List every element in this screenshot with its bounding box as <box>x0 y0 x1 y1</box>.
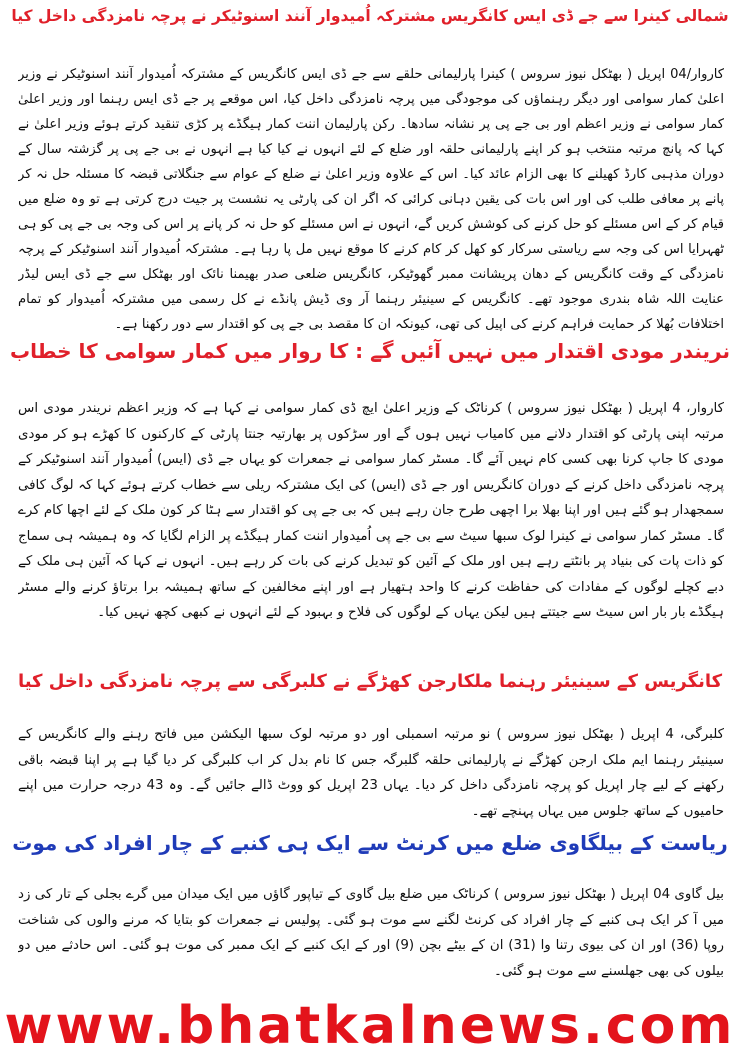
article-4-headline: ریاست کے بیلگاوی ضلع میں کرنٹ سے ایک ہی کنبے کے چار افراد کی موت <box>12 831 728 855</box>
article-3-body: کلبرگی، 4 اپریل ( بھٹکل نیوز سروس ) نو مرتبہ اسمبلی اور دو مرتبہ لوک سبھا الیکشن میں فاتح رہنے والے کانگریس کے سینیئر رہنما ایم ملک ارجن کھڑگے نے پارلیمانی حلقہ گلبرگہ جس کا نام بدل کر اب کلبرگی کر دیا گیا ہے پر اپنا قبضہ باقی رکھنے کے لیے چار اپریل کو پرچہ نامزدگی داخل کر دیا۔ یہاں 23 اپریل کو ووٹ ڈالے جائیں گے۔ وہ 43 درجہ حرارت میں اپنے حامیوں کے ساتھ جلوس میں یہاں پہنچے تھے۔ <box>18 727 724 819</box>
article-1-headline: شمالی کینرا سے جے ڈی ایس کانگریس مشترکہ اُمیدوار آنند اسنوٹیکر نے پرچہ نامزدگی داخل کیا <box>11 7 729 25</box>
article-4-body: بیل گاوی 04 اپریل ( بھٹکل نیوز سروس ) کرناٹک میں ضلع بیل گاوی کے تیاپور گاؤں میں ایک میدان میں گرے بجلی کے تار کی زد میں آ کر ایک ہی کنبے کے چار افراد کی کرنٹ لگنے سے موت ہو گئی۔ پولیس نے جمعرات کو بتایا کہ مرنے والوں کی شناخت روپا (36) اور ان کی بیوی رتنا وا (31) ان کے بیٹے بچن (9) اور کے ایک کنبے کے ایک ممبر کی موت ہو گئی۔ اس حادثے میں دو بیلوں کی بھی جھلسنے سے موت ہو گئی۔ <box>18 887 724 979</box>
article-1-body: کاروار/04 اپریل ( بھٹکل نیوز سروس ) کینرا پارلیمانی حلقے سے جے ڈی ایس کانگریس کے مشترکہ اُمیدوار آنند اسنوٹیکر نے وزیر اعلیٰ کمار سوامی اور دیگر رہنماؤں کی موجودگی میں پرچہ نامزدگی داخل کیا، اس موقعے پر جے ڈی ایس رہنما اور وزیر اعلیٰ کمار سوامی نے وزیر اعظم اور بی جے پی پر نشانہ سادھا۔ رکن پارلیمان اننت کمار ہیگڈے پر کڑی تنقید کرتے ہوئے وزیر اعلیٰ نے کہا کہ پانچ مرتبہ منتخب ہو کر اپنے پارلیمانی حلقہ اور ضلع کے لئے انہوں نے کیا کیا ہے انہوں نے بی جے پی پر گزشتہ سال کے دوران مذہبی کارڈ کھیلنے کا بھی الزام عائد کیا۔ اس کے علاوہ وزیر اعلیٰ نے ضلع کے عوام سے جنگلاتی قبضہ کا مسئلہ حل نہ کر پانے پر معافی طلب کی اور اس بات کی یقین دہانی کرائی کہ اگر ان کی پارٹی یہ نشست پر جیت درج کرتی ہے تو وہ ضلع میں قیام کر کے اس مسئلے کو حل کرنے کی کوشش کریں گے، انہوں نے اس مسئلے کو حل نہ کر پانے پر اس کی وجہ بی جے پی کو ہی ٹھہرایا اس کی وجہ سے ریاستی سرکار کو کھل کر کام کرنے کا موقع نہیں مل پا رہا ہے۔ مشترکہ اُمیدوار آنند اسنوٹیکر کے پرچہ نامزدگی کے وقت کانگریس کے دھان پریشانت ممبر گھوٹیکر، کانگریس ضلعی صدر بھیمنا نائک اور بھٹکل سے جے ڈی ایس لیڈر عنایت اللہ شاہ بندری موجود تھے۔ کانگریس کے سینیئر رہنما آر وی ڈیش پانڈے نے کل رسمی میں مشترکہ اُمیدوار کو تمام اختلافات بُھلا کر حمایت فراہم کرنے کی اپیل کی تھی، کیونکہ ان کا مقصد بی جے پی کو اقتدار سے دور رکھنا ہے۔ <box>18 67 724 332</box>
article-2-body: کاروار، 4 اپریل ( بھٹکل نیوز سروس ) کرناٹک کے وزیر اعلیٰ ایچ ڈی کمار سوامی نے کہا ہے کہ وزیر اعظم نریندر مودی اس مرتبہ اپنی پارٹی کو اقتدار دلانے میں کامیاب نہیں ہوں گے اور سڑکوں پر بھارتیہ جنتا پارٹی کے کارکنوں کا کھڑے ہو کر مودی مودی کا جاپ کرنا بھی کسی کام نہیں آئے گا۔ مسٹر کمار سوامی نے جمعرات کو یہاں جے ڈی (ایس) اُمیدوار آنند اسنوٹیکر کے پرچہ نامزدگی داخل کرنے کے دوران کانگریس اور جے ڈی (ایس) کی ایک مشترکہ ریلی سے خطاب کرتے ہوئے کہا کہ لوگ کافی سمجھدار ہو گئے ہیں اور اپنا بھلا برا اچھی طرح جان رہے ہیں کہ بی جے پی کو اقتدار سے ہٹا کر کون ملک کے لئے اچھا کام کرے گا۔ مسٹر کمار سوامی نے کینرا لوک سبھا سیٹ سے بی جے پی اُمیدوار اننت کمار ہیگڈے پر الزام لگایا کہ وہ ہمیشہ ہی سماج کو ذات پات کی بنیاد پر بانٹتے رہے ہیں اور ملک کے آئین کو تبدیل کرنے کی بات کر رہے ہیں۔ انہوں نے کہا کہ آئین ہی ملک کے دبے کچلے لوگوں کے مفادات کی حفاظت کرنے کا واحد ہتھیار ہے اور اپنے مخالفین کے ساتھ ہمیشہ برا برتاؤ کرنے والے مسٹر ہیگڈے بار بار اس سیٹ سے جیتتے ہیں لیکن یہاں کے لوگوں کی فلاح و بہبود کے لئے انہوں نے کبھی کچھ نہیں کیا۔ <box>18 401 724 620</box>
website-footer: www.bhatkalnews.com <box>4 996 736 1056</box>
article-2-headline: نریندر مودی اقتدار میں نہیں آئیں گے : کا روار میں کمار سوامی کا خطاب <box>10 339 730 363</box>
article-3-headline: کانگریس کے سینیئر رہنما ملکارجن کھڑگے نے کلبرگی سے پرچہ نامزدگی داخل کیا <box>17 671 723 692</box>
